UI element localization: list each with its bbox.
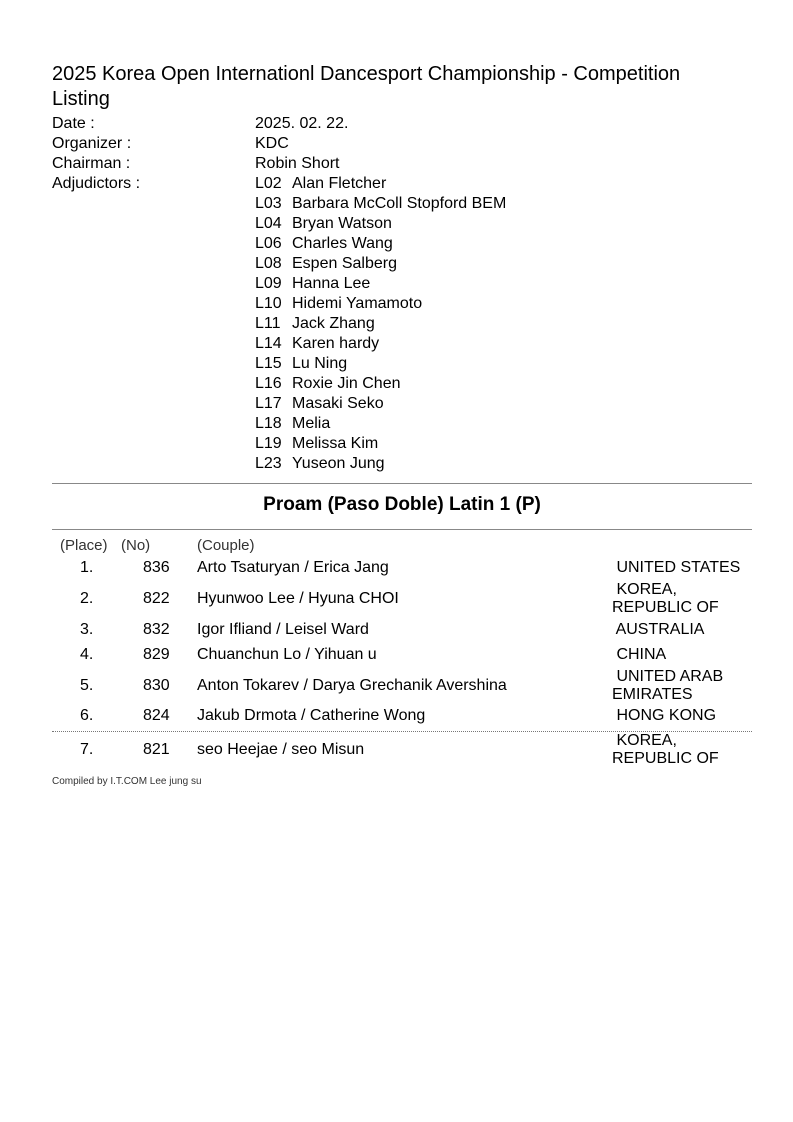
result-place: 2. [80,590,94,607]
section-divider-bottom [52,529,752,530]
result-country: HONG KONG [612,707,717,724]
adjudicator-name: Lu Ning [292,355,348,372]
adjudicator-code: L14 [255,335,282,352]
adjudicator-name: Bryan Watson [292,215,392,232]
adjudicator-row [255,414,506,434]
result-couple: Hyunwoo Lee / Hyuna CHOI [197,590,399,607]
adjudicator-code: L16 [255,375,282,392]
adjudicator-code: L23 [255,455,282,472]
result-place: 5. [80,677,94,694]
organizer-label: Organizer : [52,135,132,152]
adjudicator-name: Masaki Seko [292,395,384,412]
date-value: 2025. 02. 22. [255,115,349,132]
adjudicator-code: L09 [255,275,282,292]
adjudicator-row [255,394,506,414]
adjudicator-row [255,234,506,254]
result-country: UNITED STATES [612,559,741,576]
section-divider-top [52,483,752,484]
result-number: 832 [143,621,170,638]
result-place: 6. [80,707,94,724]
result-couple: Jakub Drmota / Catherine Wong [197,707,426,724]
result-place: 3. [80,621,94,638]
result-number: 836 [143,559,170,576]
result-couple: Igor Ifliand / Leisel Ward [197,621,369,638]
result-country: UNITED ARAB EMIRATES [612,668,724,703]
adjudicator-row [255,314,506,334]
adjudicators-label: Adjudictors : [52,175,141,192]
adjudicator-row [255,454,506,474]
adjudicator-row [255,274,506,294]
adjudicator-row [255,374,506,394]
event-title: Proam (Paso Doble) Latin 1 (P) [263,494,541,515]
adjudicator-name: Melissa Kim [292,435,379,452]
adjudicator-code: L08 [255,255,282,272]
result-place: 7. [80,741,94,758]
adjudicator-name: Jack Zhang [292,315,375,332]
adjudicator-name: Espen Salberg [292,255,397,272]
adjudicator-code: L10 [255,295,282,312]
adjudicator-row [255,294,506,314]
adjudicator-name: Roxie Jin Chen [292,375,401,392]
adjudicator-name: Hidemi Yamamoto [292,295,423,312]
result-number: 822 [143,590,170,607]
adjudicator-code: L19 [255,435,282,452]
compiled-by-footer: Compiled by I.T.COM Lee jung su [52,776,202,787]
result-country: KOREA, REPUBLIC OF [612,732,719,767]
adjudicator-code: L18 [255,415,282,432]
adjudicator-code: L04 [255,215,282,232]
column-header-place: (Place) [60,537,108,554]
result-couple: Arto Tsaturyan / Erica Jang [197,559,389,576]
adjudicator-row [255,194,506,214]
adjudicator-row [255,214,506,234]
adjudicator-row [255,254,506,274]
chairman-label: Chairman : [52,155,131,172]
adjudicator-code: L17 [255,395,282,412]
result-place: 4. [80,646,94,663]
adjudicator-name: Barbara McColl Stopford BEM [292,195,507,212]
result-number: 824 [143,707,170,724]
result-couple: seo Heejae / seo Misun [197,741,365,758]
adjudicator-list [255,174,506,474]
adjudicator-code: L15 [255,355,282,372]
adjudicator-row [255,334,506,354]
organizer-value: KDC [255,135,289,152]
result-number: 821 [143,741,170,758]
adjudicator-row [255,354,506,374]
result-place: 1. [80,559,94,576]
adjudicator-name: Yuseon Jung [292,455,385,472]
adjudicator-code: L03 [255,195,282,212]
result-country: AUSTRALIA [612,621,705,638]
result-number: 829 [143,646,170,663]
adjudicator-name: Melia [292,415,331,432]
adjudicator-code: L11 [255,315,281,332]
document-title: 2025 Korea Open Internationl Dancesport Championship - Competition Listing [52,63,681,110]
date-label: Date : [52,115,95,132]
column-header-no: (No) [121,537,151,554]
chairman-value: Robin Short [255,155,340,172]
result-country: KOREA, REPUBLIC OF [612,581,719,616]
adjudicator-name: Karen hardy [292,335,380,352]
adjudicator-name: Alan Fletcher [292,175,387,192]
column-header-couple: (Couple) [197,537,255,554]
adjudicator-name: Hanna Lee [292,275,371,292]
result-country: CHINA [612,646,667,663]
adjudicator-code: L06 [255,235,282,252]
result-number: 830 [143,677,170,694]
result-couple: Anton Tokarev / Darya Grechanik Avershina [197,677,507,694]
adjudicator-row [255,174,506,194]
result-couple: Chuanchun Lo / Yihuan u [197,646,377,663]
adjudicator-name: Charles Wang [292,235,393,252]
adjudicator-row [255,434,506,454]
adjudicator-code: L02 [255,175,282,192]
